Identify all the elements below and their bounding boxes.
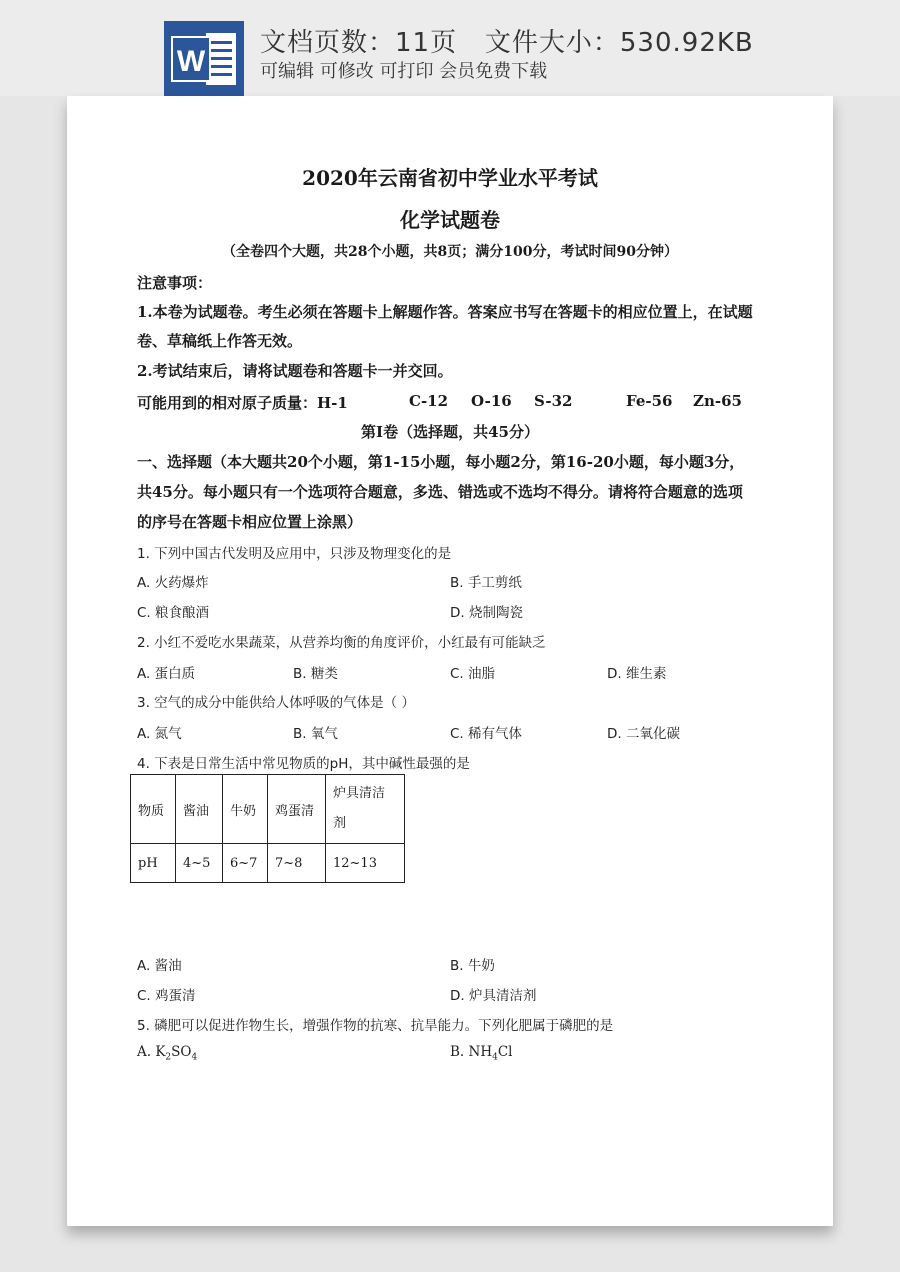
exam-scope: （全卷四个大题，共28个小题，共8页；满分100分，考试时间90分钟） [222, 244, 678, 260]
option-text: Cl [497, 1044, 513, 1060]
question-2-stem: 2. 小红不爱吃水果蔬菜，从营养均衡的角度评价，小红最有可能缺乏 [137, 635, 546, 651]
table-header-row [131, 775, 405, 844]
option-text: B. NH [450, 1044, 493, 1060]
cell-line: 剂 [333, 816, 347, 831]
q3-option-b: B. 氧气 [293, 726, 338, 742]
question-1-stem: 1. 下列中国古代发明及应用中，只涉及物理变化的是 [137, 546, 452, 562]
question-4-stem: 4. 下表是日常生活中常见物质的pH，其中碱性最强的是 [137, 756, 470, 772]
notes-heading: 注意事项： [137, 274, 213, 292]
q3-option-d: D. 二氧化碳 [607, 726, 680, 742]
q2-option-c: C. 油脂 [450, 666, 496, 682]
table-cell: 12~13 [326, 844, 405, 883]
table-cell: pH [131, 844, 176, 883]
part-1-heading: 第Ⅰ卷（选择题，共45分） [361, 423, 539, 441]
q4-option-a: A. 酱油 [137, 958, 182, 974]
table-cell: 6~7 [223, 844, 268, 883]
exam-title: 2020年云南省初中学业水平考试 [302, 166, 598, 190]
q2-option-a: A. 蛋白质 [137, 666, 196, 682]
atomic-mass-o: O-16 [471, 392, 512, 410]
document-stats [260, 22, 754, 59]
table-cell: 酱油 [176, 775, 223, 844]
ph-table [130, 774, 405, 883]
section-1-line-1: 一、选择题（本大题共20个小题，第1-15小题，每小题2分，第16-20小题，每小题3分， [137, 453, 745, 471]
exam-subtitle: 化学试题卷 [400, 208, 500, 232]
table-cell: 物质 [131, 775, 176, 844]
table-cell: 牛奶 [223, 775, 268, 844]
q5-option-b [450, 1044, 512, 1063]
q5-option-a [137, 1044, 197, 1063]
table-cell [326, 775, 405, 844]
svg-text:W: W [176, 45, 206, 78]
subscript: 2 [165, 1052, 172, 1063]
q2-option-b: B. 糖类 [293, 666, 338, 682]
subscript: 4 [492, 1052, 498, 1063]
feature-list: 可编辑 可修改 可打印 会员免费下载 [260, 61, 548, 82]
question-5-stem: 5. 磷肥可以促进作物生长，增强作物的抗寒、抗旱能力。下列化肥属于磷肥的是 [137, 1018, 614, 1034]
q4-option-b: B. 牛奶 [450, 958, 495, 974]
atomic-mass-c: C-12 [409, 392, 449, 410]
word-icon [164, 21, 244, 96]
section-1-line-3: 的序号在答题卡相应位置上涂黑） [137, 513, 363, 531]
q4-option-d: D. 炉具清洁剂 [450, 988, 537, 1004]
option-text: A. K [137, 1044, 166, 1060]
option-text: SO [171, 1044, 192, 1060]
table-cell: 7~8 [268, 844, 326, 883]
atomic-mass-fe: Fe-56 [626, 392, 673, 410]
note-1-line-1: 1.本卷为试题卷。考生必须在答题卡上解题作答。答案应书写在答题卡的相应位置上，在试题 [137, 303, 753, 321]
q3-option-c: C. 稀有气体 [450, 726, 523, 742]
q2-option-d: D. 维生素 [607, 666, 667, 682]
table-cell: 鸡蛋清 [268, 775, 326, 844]
atomic-mass-zn: Zn-65 [693, 392, 742, 410]
note-1-line-2: 卷、草稿纸上作答无效。 [137, 332, 303, 350]
q1-option-d: D. 烧制陶瓷 [450, 605, 523, 621]
note-2: 2.考试结束后，请将试题卷和答题卡一并交回。 [137, 362, 453, 380]
file-size: 文件大小：530.92KB [484, 28, 754, 58]
q4-option-c: C. 鸡蛋清 [137, 988, 196, 1004]
atomic-mass-label: 可能用到的相对原子质量：H-1 [137, 394, 348, 412]
section-1-line-2: 共45分。每小题只有一个选项符合题意，多选、错选或不选均不得分。请将符合题意的选项 [137, 483, 743, 501]
q3-option-a: A. 氮气 [137, 726, 182, 742]
atomic-mass-s: S-32 [534, 392, 573, 410]
subscript: 4 [191, 1052, 198, 1063]
q1-option-a: A. 火药爆炸 [137, 575, 209, 591]
download-banner [0, 0, 900, 96]
q1-option-b: B. 手工剪纸 [450, 575, 522, 591]
table-row [131, 844, 405, 883]
page-count: 文档页数：11页 [260, 28, 458, 58]
cell-line: 炉具清洁 [333, 786, 386, 801]
question-3-stem: 3. 空气的成分中能供给人体呼吸的气体是（ ） [137, 695, 415, 711]
table-cell: 4~5 [176, 844, 223, 883]
q1-option-c: C. 粮食酿酒 [137, 605, 210, 621]
document-page [67, 96, 833, 1226]
